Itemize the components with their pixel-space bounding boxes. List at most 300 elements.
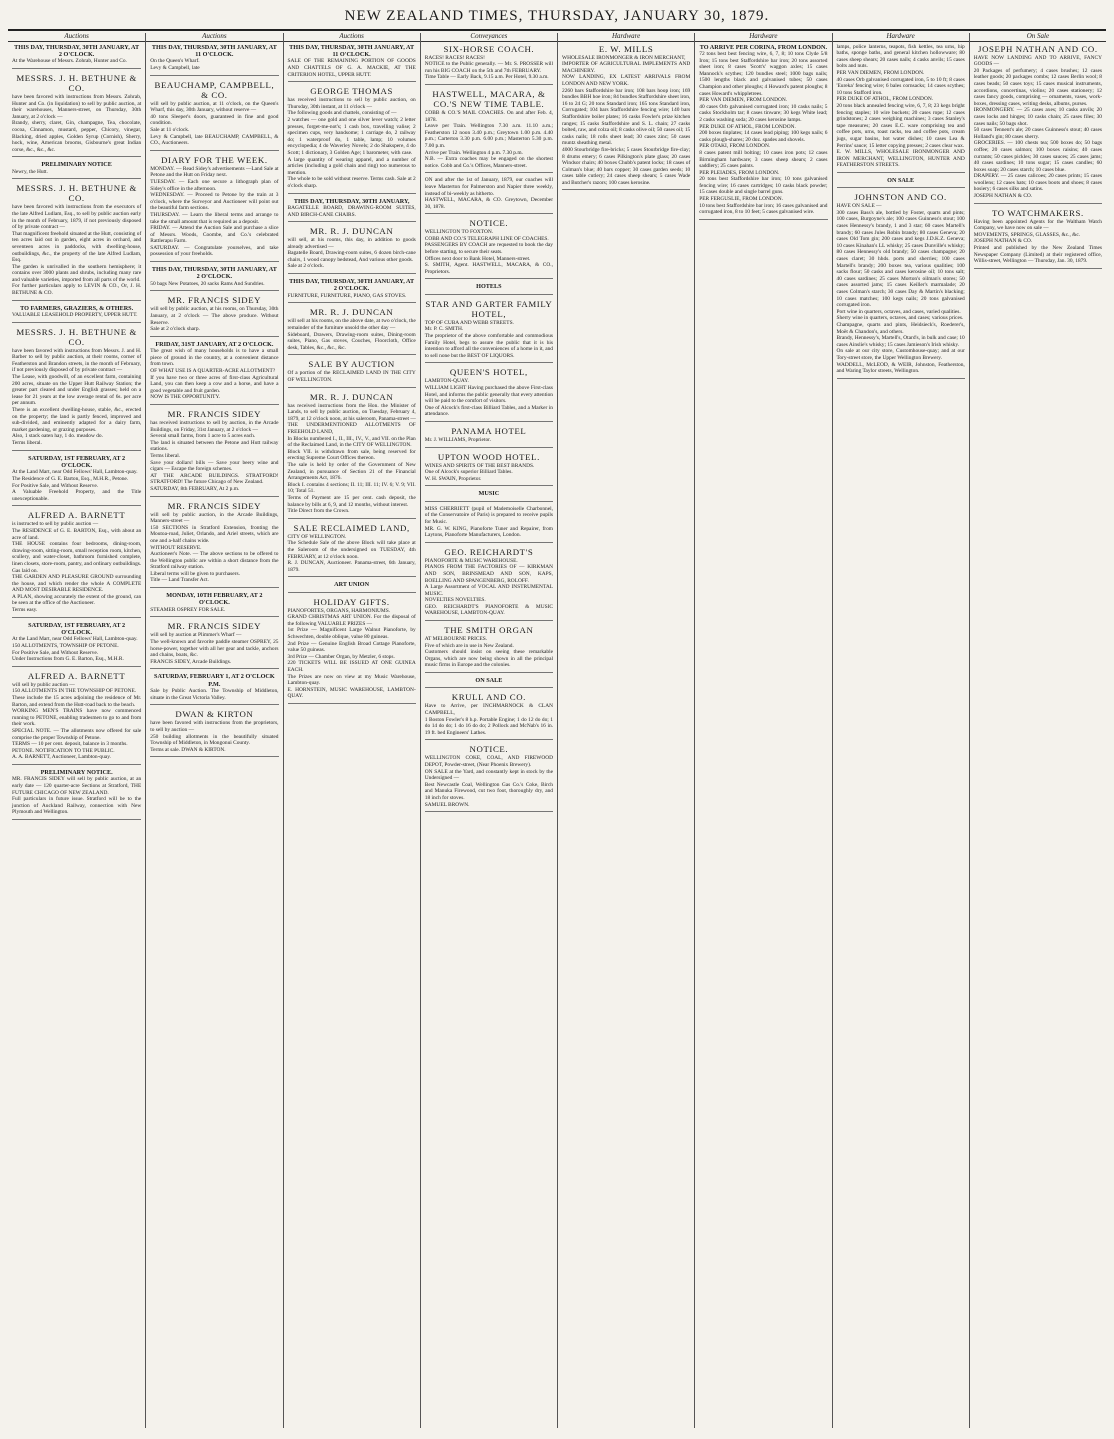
- ad-text: If you have two or three acres of first-class Agricultural Land, you can then keep a cow and a horse, and have a good vegetable and fruit garden.: [150, 374, 279, 394]
- ad-text: 150 ALLOTMENTS, TOWNSHIP OF PETONE.: [12, 643, 119, 650]
- advertisement: [425, 506, 553, 543]
- ad-text: The well-known and favorite paddle steamer OSPREY, 25 horse-power, together with all her gear and tackle, anchors and chains, boats, &c.: [150, 639, 279, 659]
- advertisement: [150, 621, 278, 669]
- column-8: [969, 33, 1106, 1428]
- advertisement: [150, 80, 278, 151]
- advertisement: [288, 278, 416, 303]
- ad-heading: ART UNION: [334, 581, 370, 589]
- ad-display-title: MESSRS. J. H. BETHUNE & CO.: [16, 326, 137, 347]
- ad-text: Bagatelle Board, Drawing-room suites, 6 dozen birch-cane chairs, 1 wood canopy bedstead, And various other goods.: [287, 250, 416, 263]
- ad-display-title: MESSRS. J. H. BETHUNE & CO.: [16, 183, 137, 204]
- advertisement: [425, 89, 553, 173]
- column-6: [694, 33, 831, 1428]
- ad-text: The Lease, with goodwill, of an excellent farm, containing 200 acres, situate on the Upper Hutt Railway Station; the greater part cleared and under English grasses; held on a lease for 21 years at the low average rental of 6s. per acre per annum.: [12, 374, 142, 407]
- ad-text: The following goods and chattels, consisting of —: [287, 110, 397, 117]
- ad-text: SATURDAY. — Congratulate yourselves, and take possession of your freeholds.: [150, 244, 279, 258]
- ad-text: Levy & Campbell, late: [150, 65, 200, 71]
- advertisement: [837, 177, 965, 188]
- ad-text: Newry, the Hutt.: [12, 168, 48, 175]
- ad-text: Levy & Campbell, late BEAUCHAMP, CAMPBELL, & CO., Auctioneers.: [150, 133, 279, 147]
- advertisement: [425, 44, 553, 85]
- advertisement: [12, 327, 141, 451]
- ad-text: WORKING MEN'S TRAINS have now commenced running to PETONE, enabling tradesmen to go to and from their work.: [12, 708, 142, 728]
- advertisement: [288, 359, 416, 387]
- ad-display-title: E. W. MILLS: [598, 43, 654, 54]
- ad-text: E. W. MILLS, WHOLESALE IRONMONGER AND IRON MERCHANT, WELLINGTON, HUNTER AND FEATHERSTON STREETS.: [836, 149, 965, 169]
- ad-display-title: BEAUCHAMP, CAMPBELL, & CO.: [154, 79, 275, 100]
- ad-text: Sideboard, Drawers, Drawing-room suites, Dining-room suites, Piano, Gas stoves, Couches, Floorcloth, Office desk, Tables, &c., &c., &c.: [287, 331, 416, 351]
- advertisement: [425, 283, 553, 294]
- ad-text: Terms at sale. DWAN & KIRTON.: [150, 746, 226, 753]
- ad-text: will sell, at his rooms, this day, in addition to goods already advertised —: [287, 237, 416, 250]
- ad-text: PETONE. NOTIFICATION TO THE PUBLIC.: [12, 747, 115, 754]
- advertisement: [425, 490, 553, 501]
- ad-display-title: NOTICE.: [469, 218, 509, 229]
- ad-display-title: GEO. REICHARDT'S: [444, 546, 534, 557]
- ad-text: 20 tons black annealed fencing wire, 6, 7, 8; 23 kegs bright fencing staples; 10 wire buckets; 20 cases rope; 12 cases grindstones; 2 cases weighing machines; 3 cases Stanley's tape measures; 20 cases E.C. ware comprising tea and coffee pots, urns, toast racks, tea and coffee pots, cream jugs, sugar basins, hot water dishes; 10 cases Lea & Perrins' sauce; 15 letter copying presses; 2 cases clear wax.: [836, 102, 965, 149]
- ad-display-title: JOSEPH NATHAN AND CO.: [978, 43, 1098, 54]
- advertisement: [425, 677, 553, 688]
- column-2: [145, 33, 282, 1428]
- ad-text: THE UNDERMENTIONED ALLOTMENTS OF FREEHOLD LAND,: [287, 422, 416, 435]
- advertisement: [974, 44, 1102, 204]
- ad-text: Terms liberal.: [12, 439, 42, 446]
- ad-text: ON and after the 1st of January, 1879, our coaches will leave Masterton for Palmerston and Napier three weekly, instead of bi-weekly as hitherto.: [424, 177, 553, 197]
- ad-text: At the Land Mart, near Odd Fellows' Hall, Lambton-quay.: [12, 469, 138, 476]
- ad-text: STEAMER OSPREY FOR SALE.: [150, 606, 226, 613]
- ad-text: Sherry wine in quarters, octaves, and cases; various prices.: [836, 315, 964, 322]
- advertisement: [425, 744, 553, 812]
- ad-text: SPECIAL NOTE. — The allotments now offered for sale comprise the proper Township of Petone.: [12, 728, 142, 741]
- ad-text: have been favored with instructions from the executors of the late Alfred Ludlam, Esq., to sell by public auction early in the month of February, 1879, if not previously disposed of by private contract —: [12, 204, 142, 231]
- advertisement: [425, 177, 553, 214]
- ad-display-title: DIARY FOR THE WEEK.: [161, 154, 268, 165]
- ad-display-title: SIX-HORSE COACH.: [443, 43, 535, 54]
- ad-text: has received instructions to sell by auction, in the Arcade Buildings, on Friday, 31st January, at 2 o'clock —: [150, 420, 279, 433]
- advertisement: [425, 452, 553, 487]
- ad-text: 20 tons best Staffordshire bar iron; 10 tons galvanised fencing wire; 16 cases cartridges; 10 casks black powder; 15 cases double and single barrel guns.: [699, 176, 828, 196]
- ad-text: Terms liberal.: [150, 452, 181, 459]
- ad-text: LAMBTON-QUAY.: [424, 378, 469, 385]
- advertisement: [562, 44, 690, 191]
- ad-text: W. H. SWAIN, Proprietor.: [424, 475, 482, 482]
- ad-text: Arrive per Train. Wellington 4 p.m. 7.30 p.m.: [424, 149, 523, 156]
- ad-text: WILLIAM LIGHT Having purchased the above First-class Hotel, and informs the public generally that every attention will be paid to the comfort of visitors.: [424, 385, 553, 405]
- ad-text: PER OTAKI, FROM LONDON.: [699, 143, 771, 150]
- ad-text: Title — Land Transfer Act.: [150, 577, 209, 584]
- ad-text: will sell by public auction, at 11 o'clock, on the Queen's Wharf, this day, 30th January, without reserve —: [150, 100, 279, 114]
- ad-text: THURSDAY. — Learn the liberal terms and arrange to take the small amount that is required as a deposit.: [150, 211, 279, 225]
- columns-grid: [8, 33, 1106, 1428]
- advertisement: [12, 510, 141, 617]
- ad-text: 200 boxes tinplates; 14 cases lead piping; 100 kegs nails; 6 casks plough-shares; 20 doz. spades and shovels.: [699, 130, 828, 143]
- ad-text: PIANOFORTE & MUSIC WAREHOUSE.: [424, 557, 518, 564]
- ad-display-title: PANAMA HOTEL: [451, 425, 527, 436]
- advertisement: [150, 266, 278, 291]
- ad-text: Having been appointed Agents for the Waltham Watch Company, we have now on sale —: [973, 218, 1102, 232]
- ad-text: COBB AND CO.'S TELEGRAPH LINE OF COACHES.: [424, 235, 549, 242]
- ad-text: 3rd Prize — Chamber Organ, by Metzler, 6 stops.: [287, 653, 395, 660]
- ad-text: For Positive Sale, and Without Reserve.: [12, 649, 99, 656]
- ad-text: One of Alcock's first-class Billiard Tables, and a Marker in attendance.: [424, 404, 553, 418]
- ad-text: is instructed to sell by public auction —: [12, 521, 99, 528]
- ad-display-title: NOTICE.: [469, 744, 509, 755]
- ad-text: 40 cases Orb galvanised corrugated iron, 5 to 10 ft; 8 cases 'Eureka' fencing wire; 6 bales cornsacks; 14 cases scythes; 10 tons Stafford iron.: [836, 76, 965, 96]
- ad-text: Time Table — Early Back, 9.15 a.m. Per Hotel, 9.30 a.m.: [424, 74, 549, 81]
- advertisement: [425, 625, 553, 673]
- ad-text: JOSEPH NATHAN & CO.: [973, 193, 1033, 200]
- ad-text: SAMUEL BROWN.: [424, 801, 470, 808]
- section-heading: Hardware: [695, 33, 831, 42]
- ad-text: 50 bags New Potatoes, 20 sacks Rams And Sundries.: [150, 280, 265, 287]
- ad-text: 300 cases Bass's ale, bottled by Foster, quarts and pints; 100 cases, Burgoyne's ale; 100 cases Guinness's stout; 100 cases Hennessy's brandy, 1 and 3 star; 60 cases Martell's brandy; 60 cases Jules Robin brandy; 80 cases Geneva; 20 cases Old Tom gin; 200 cases and kegs J.D.K.Z. Geneva; 10 cases Kinahan's LL whisky; 25 cases Dunville's whisky; 80 cases Hennessy's old brandy; 50 cases champagne; 20 cases claret; 30 hhds. ports and sherries; 100 cases Martell's brandy; 200 boxes tea, various qualities; 100 sacks flour; 50 casks and cases kerosine oil; 10 tons salt; 40 cases sardines; 25 cases Morton's oilman's stores; 50 cases assorted jams; 15 cases Keiller's marmalade; 20 cases Colman's starch; 30 cases Day & Martin's blacking; 10 cases matches; 100 kegs nails; 20 tons galvanised corrugated iron.: [836, 209, 965, 309]
- ad-text: 2260 bars Staffordshire bar iron; 108 bars hoop iron; 169 bundles BBH hoe iron; 84 bundles Staffordshire sheet iron, 16 to 24 G; 20 tons Standard iron; 165 tons Standard iron, Corrugated; 104 bars Staffordshire fencing wire; 140 bars Staffordshire boiler plates; 16 casks Fowler's prize kitchen ranges; 15 casks Staffordshire and S. L. chain; 27 casks bolted, raw, and colza oil; 8 casks olive oil; 50 cases oil; 15 casks nails; 18 rolls sheet lead; 30 cases zinc; 50 cases muntz sheathing metal.: [562, 87, 691, 147]
- ad-text: GROCERIES. — 100 chests tea; 500 boxes do; 50 bags coffee; 20 cases salmon; 100 boxes raisins; 40 cases currants; 50 cases pickles; 30 cases sauces; 25 cases jams; 40 cases sardines; 10 tons sugar; 15 cases candles; 60 boxes soap; 20 cases starch; 10 cases blue.: [973, 140, 1102, 173]
- ad-text: On sale at our city store, Customhouse-quay; and at our Tory-street store, the Upper Wellington Brewery.: [836, 348, 965, 361]
- ad-text: 50 cases Tennent's ale; 20 cases Guinness's stout; 40 cases Holland's gin; 80 cases sherry.: [973, 127, 1102, 140]
- ad-text: Liberal terms will be given to purchasers.: [150, 570, 240, 577]
- ad-text: The sale is held by order of the Government of New Zealand, in pursuance of Section 21 of the Financial Arrangements Act, 1876.: [287, 461, 416, 482]
- advertisement: [150, 592, 278, 617]
- ad-text: Brandy, Hennessy's, Martell's, Otard's, in bulk and case; 10 cases Ainslie's whisky; 15 cases Jamieson's Irish whisky.: [836, 335, 965, 348]
- ad-heading: SATURDAY, 1ST FEBRUARY, AT 2 O'CLOCK.: [28, 621, 126, 637]
- ad-text: 72 tons best best fencing wire, 6, 7, 8; 10 tons Clyde 5/8 Iron; 15 tons best Staffordshire bar iron; 20 tons assorted sheet iron; 8 cases 'Scott's' waggon axles; 15 cases Mannock's scythes; 120 bundles steel; 1000 bags nails; 1500 lengths black and galvanised tubes; 50 cases Champion and other ploughs; 4 Howard's patent ploughs; 8 cases Howard's whippletrees.: [699, 51, 828, 97]
- ad-text: A. A. BARNETT, Auctioneer, Lambton-quay.: [12, 754, 111, 761]
- ad-text: WELLINGTON TO FOXTON.: [424, 229, 494, 236]
- ad-text: TERMS — 10 per cent. deposit, balance in 3 months.: [12, 741, 128, 748]
- ad-text: have been favored with instructions from Messrs. Zohrab, Hunter and Co. (in liquidation) to sell by public auction, at their warehouses, Manners-street, on Thursday, 30th January, at 2 o'clock —: [12, 94, 142, 120]
- advertisement: [288, 523, 416, 578]
- ad-text: will sell by auction at Plimmer's Wharf —: [150, 632, 242, 639]
- ad-text: VALUABLE LEASEHOLD PROPERTY, UPPER HUTT.: [12, 312, 138, 319]
- ad-text: A Valuable Freehold Property, and the Title unexceptionable.: [12, 489, 142, 502]
- ad-display-title: MR. FRANCIS SIDEY: [167, 295, 262, 306]
- ad-display-title: HOLIDAY GIFTS.: [313, 596, 390, 607]
- ad-text: Sale at 2 o'clock.: [287, 263, 325, 270]
- ad-text: WELLINGTON COKE, COAL, AND FIREWOOD DEPOT, Powder-street, (Near Phoenix Brewery).: [424, 755, 553, 768]
- ad-heading: SATURDAY, 1ST FEBRUARY, AT 2 O'CLOCK.: [28, 454, 126, 469]
- ad-text: have been favored with instructions from Messrs. J. and H. Barber to sell by public auction, at their rooms, corner of Featherston and Brandon streets, in the month of February, if not previously disposed of by private contract —: [12, 347, 142, 374]
- advertisement: [150, 341, 278, 405]
- advertisement: [425, 426, 553, 448]
- ad-display-title: MR. FRANCIS SIDEY: [167, 409, 262, 419]
- ad-display-title: MR. R. J. DUNCAN: [309, 391, 394, 402]
- ad-text: Best Newcastle Coal, Wellington Gas Co.'s Coke, Birch and Manuka Firewood, cut two foot, thoroughly dry, and 18 inch for stoves.: [424, 781, 553, 801]
- advertisement: [150, 44, 278, 76]
- ad-text: 2nd Prize — Genuine English Broad Cottage Pianoforte, value 50 guineas.: [287, 640, 416, 654]
- advertisement: [288, 392, 416, 519]
- ad-display-title: ALFRED A. BARNETT: [27, 510, 126, 521]
- ad-text: NOTICE to the Public generally. — Mr. S. PROSSER will run his BIG COACH on the 5th and 7th FEBRUARY.: [424, 61, 553, 74]
- ad-heading: THIS DAY, THURSDAY, 30TH JANUARY,: [293, 197, 410, 205]
- ad-heading: MONDAY, 10TH FEBRUARY, AT 2 O'CLOCK.: [166, 592, 263, 607]
- column-4: [420, 33, 557, 1428]
- masthead-rule: [8, 29, 1106, 31]
- ad-text: At the Warehouse of Messrs. Zohrab, Hunter and Co.: [12, 58, 127, 65]
- ad-display-title: KRULL AND CO.: [451, 692, 526, 703]
- ad-display-title: STAR AND GARTER FAMILY HOTEL,: [425, 298, 553, 319]
- ad-heading: FRIDAY, 31ST JANUARY, AT 2 O'CLOCK.: [155, 340, 274, 348]
- ad-text: RACES! RACES! RACES!: [424, 54, 485, 61]
- advertisement: [288, 226, 416, 274]
- ad-text: Customers should insist on seeing these remarkable Organs, which are now being shown in all the principal music firms in Europe and the colonies.: [424, 649, 553, 669]
- ad-display-title: MR. R. J. DUNCAN: [309, 307, 394, 318]
- ad-text: The great wish of many households is to have a small piece of ground in the country, at a convenient distance from town.: [150, 348, 279, 368]
- ad-text: Brandy, sherry, claret, Gin, champagne, Tea, chocolate, cocoa, Cinnamon, mustard, pepper, Chicory, vinegar, Blacking, dried apples, Golden Syrup (Cornish), Sherry, hock, wine, American brooms, Gisbourne's great Indian corse, &c., &c., &c.: [12, 120, 142, 153]
- ad-text: PASSENGERS BY COACH are requested to book the day before starting, to secure their seats.: [424, 242, 553, 256]
- page-masthead: NEW ZEALAND TIMES, THURSDAY, JANUARY 30, 1879.: [344, 8, 770, 24]
- ad-text: Offices next door to Bank Hotel, Manners-street.: [424, 255, 531, 262]
- ad-text: Auctioneer's Note. — The above sections to be offered to the Wellington public are within a short distance from the Stratford railway station.: [150, 551, 279, 571]
- ad-display-title: SALE RECLAIMED LAND,: [293, 522, 410, 533]
- ad-text: Block I. contains 4 sections; II. 11; III. 11; IV. 6; V. 9; VII. 10; Total 51.: [287, 481, 416, 495]
- advertisement: [150, 673, 278, 705]
- ad-text: The garden is unrivalled in the southern hemisphere; it contains over 3000 plants and shrubs, including many rare and valuable varieties, imported from all parts of the world.: [12, 263, 142, 283]
- ad-text: THE HOUSE contains four bedrooms, dining-room, drawing-room, sitting-room, small reception room, kitchen, scullery, and water-closet, bathroom furnished complete, linen closets, store-room, pantry, and ordinary outbuildings. Gas laid on.: [12, 541, 142, 574]
- ad-text: has received instructions to sell by public auction, on Thursday, 30th instant, at 11 o'clock —: [287, 97, 416, 110]
- ad-text: PER VAN DIEMEN, FROM LONDON.: [836, 69, 925, 76]
- ad-text: will sell by public auction, in the Arcade Buildings, Manners-street —: [150, 511, 279, 525]
- ad-text: Mr. P. C. SMITH.: [424, 326, 464, 333]
- ad-text: The land is situated between the Petone and Hutt railway stations.: [150, 439, 279, 453]
- ad-text: Title Direct from the Crown.: [287, 508, 350, 515]
- ad-display-title: ALFRED A. BARNETT: [27, 670, 126, 681]
- advertisement: [12, 622, 141, 667]
- ad-display-title: DWAN & KIRTON: [175, 709, 254, 720]
- ad-text: In Blocks numbered I., II., III., IV., V., and VII. on the Plan of the Reclaimed Land, in the CITY OF WELLINGTON.: [287, 435, 416, 449]
- ad-heading: THIS DAY, THURSDAY, 30TH JANUARY, AT 2 O'CLOCK.: [151, 266, 277, 281]
- advertisement: [12, 455, 141, 507]
- column-5: [557, 33, 694, 1428]
- ad-text: have been favored with instructions from the proprietors, to sell by auction —: [150, 720, 279, 734]
- section-heading: Hardware: [558, 33, 694, 42]
- ad-display-title: TO WATCHMAKERS.: [991, 207, 1084, 218]
- ad-display-title: GEORGE THOMAS: [310, 86, 393, 97]
- ad-text: At the Land Mart, near Odd Fellows' Hall, Lambton-quay.: [12, 636, 138, 643]
- advertisement: [288, 198, 416, 223]
- advertisement: [425, 692, 553, 740]
- advertisement: [974, 208, 1102, 269]
- advertisement: [12, 305, 141, 323]
- ad-text: will sell by public auction —: [12, 681, 75, 688]
- ad-text: There is an excellent dwelling-house, stable, &c., erected on the property; the land is partly fenced, improved and sub-divided, and eminently adapted for a dairy farm, market gardening, or grazing purposes.: [12, 407, 142, 433]
- advertisement: [288, 86, 416, 193]
- ad-text: The Prizes are now on view at my Music Warehouse, Lambton-quay.: [287, 673, 416, 687]
- advertisement: [150, 295, 278, 336]
- column-7: [832, 33, 969, 1428]
- ad-text: WADDELL, McLEOD, & WEIR, Johnston, Featherston, and Waring Taylor streets, Wellington.: [836, 361, 965, 375]
- ad-text: The proprietor of the above comfortable and commodious Family Hotel, begs to assure the public that it is his intention to afford all the conveniences of a home in it, and to sell none but the BEST OF LIQUORS.: [424, 333, 553, 359]
- advertisement: [12, 44, 141, 69]
- ad-text: IMPORTER OF AGRICULTURAL IMPLEMENTS AND MACHINERY.: [562, 61, 691, 74]
- ad-text: MONDAY. — Read Sidey's advertisements —Land Sale at Petone and the Hutt on Friday next.: [150, 165, 279, 179]
- ad-text: PIANOFORTES, ORGANS, HARMONIUMS.: [287, 607, 391, 614]
- ad-text: PER DUKE OF ATHOL, FROM LONDON.: [836, 96, 934, 103]
- ad-text: 150 ALLOTMENTS IN THE TOWNSHIP OF PETONE.: [12, 688, 137, 695]
- ad-heading: ON SALE: [475, 677, 503, 685]
- advertisement: [150, 155, 278, 262]
- ad-heading: MUSIC: [478, 490, 500, 498]
- advertisement: [699, 44, 827, 220]
- ad-text: JOSEPH NATHAN & CO.: [973, 238, 1033, 245]
- advertisement: [425, 299, 553, 364]
- advertisement: [425, 218, 553, 279]
- ad-text: WEDNESDAY. — Proceed to Petone by the train at 3 o'clock, where the Surveyor and Auctioneer will point out the beautiful farm sections.: [150, 192, 279, 212]
- ad-text: SATURDAY, 8th FEBRUARY, At 2 p.m.: [150, 485, 240, 492]
- ad-text: 1 Boston Fowler's 8 h.p. Portable Engine; 1 do 12 do do; 1 do 14 do do; 1 do 16 do do; 2 Pollock and McNab's 16 in. 19 ft. bed Engineers' Lathes.: [424, 716, 553, 736]
- ad-text: 1st Prize — Magnificent Large Walnut Pianoforte, by Schwechten, double oblique, value 80 guineas.: [287, 627, 416, 641]
- advertisement: [288, 597, 416, 704]
- ad-text: S. SMITH, Agent. HASTWELL, MACARA, & CO., Proprietors.: [424, 262, 553, 275]
- advertisement: [150, 409, 278, 497]
- ad-text: PIANOS FROM THE FACTORIES OF — KIRKMAN AND SON, BRINSMEAD AND SON, KAPS, BOELLING AND SPANGENBERG, ROLOFF.: [424, 564, 553, 584]
- ad-text: For Positive Sale, and Without Reserve.: [12, 482, 99, 489]
- ad-heading: ON SALE: [887, 176, 915, 184]
- advertisement: [12, 183, 141, 300]
- ad-text: PER FERGUSLIE, FROM LONDON.: [699, 196, 783, 203]
- ad-text: Have to Arrive, per INCHMARNOCK & CLAN CAMPBELL,: [424, 703, 553, 717]
- ad-text: MR. FRANCIS SIDEY will sell by public auction, at an early date — 120 quarter-acre Sections at Stratford, THE FUTURE CHICAGO OF NEW ZEALAND.: [12, 776, 142, 796]
- ad-text: The Residence of G. E. Barton, Esq., M.H.R., Petone.: [12, 475, 129, 482]
- ad-text: MOVEMENTS, SPRINGS, GLASSES, &c., &c.: [973, 231, 1081, 238]
- ad-text: These include the 15 acres adjoining the residence of Mr. Barton, and extend from the Hutt-road back to the beach.: [12, 695, 142, 708]
- column-1: [8, 33, 145, 1428]
- ad-text: TOP OF CUBA AND WEBB STREETS.: [424, 319, 514, 326]
- ad-text: Also, 1 stack oaten hay, 1 do. meadow do.: [12, 433, 103, 440]
- ad-text: FRANCIS SIDEY, Arcade Buildings.: [150, 658, 232, 665]
- ad-text: AT MELBOURNE PRICES.: [424, 636, 488, 643]
- ad-text: 220 TICKETS WILL BE ISSUED AT ONE GUINEA EACH.: [287, 660, 416, 674]
- ad-text: Save your dollars! bills — Save your beery wine and cigars — Escape the foreign schemes.: [150, 459, 279, 473]
- ad-text: GRAND CHRISTMAS ART UNION. For the disposal of the following VALUABLE PRIZES —: [287, 614, 416, 627]
- ad-heading: PRELIMINARY NOTICE: [41, 161, 112, 169]
- ad-text: 20 Packages of perfumery; 4 cases brushes; 12 cases leather goods; 20 packages combs; 12 cases Berlin wool; 8 cases beads; 50 cases toys; 15 cases musical instruments, accordions, concertinas, violins; 20 cases stationery; 12 cases fancy goods, comprising — ornaments, vases, work-boxes, dressing cases, writing desks, albums, purses.: [973, 67, 1102, 107]
- ad-display-title: MESSRS. J. H. BETHUNE & CO.: [16, 73, 137, 93]
- ad-text: CITY OF WELLINGTON.: [287, 533, 347, 540]
- ad-text: Five of which are in use in New Zealand.: [424, 642, 514, 649]
- ad-text: Sale at 11 o'clock.: [150, 126, 190, 133]
- ad-text: TUESDAY. — Each one secure a lithograph plan of Sidey's office in the afternoon.: [150, 178, 279, 192]
- ad-heading: HOTELS: [476, 283, 502, 291]
- advertisement: [425, 367, 553, 422]
- ad-text: WINES AND SPIRITS OF THE BEST BRANDS.: [424, 462, 535, 469]
- ad-text: HAVE ON SALE —: [836, 203, 882, 210]
- ad-text: A PLAN, showing accurately the extent of the ground, can be seen at the office of the Auctioneer.: [12, 593, 142, 607]
- advertisement: [837, 44, 965, 173]
- ad-text: R. J. DUNCAN, Auctioneer. Panama-street, 6th January, 1879.: [287, 560, 416, 573]
- ad-text: DRAPERY. — 25 cases calicoes; 20 cases prints; 15 cases woollens; 12 cases hats; 10 cases boots and shoes; 8 cases hosiery; 6 cases silks and satins.: [973, 173, 1102, 193]
- ad-text: ON SALE at the Yard, and constantly kept in stock by the Undersigned —: [424, 768, 553, 782]
- ad-text: 8 cases patent mill bolting; 10 cases iron pots; 12 cases Birmingham hardware; 3 cases sheep shears; 2 cases saddlery; 25 cases paints.: [699, 149, 828, 170]
- advertisement: [425, 547, 553, 621]
- section-heading: Conveyances: [421, 33, 557, 42]
- ad-text: On the Queen's Wharf.: [150, 58, 200, 65]
- ad-text: Terms easy.: [12, 607, 38, 614]
- ad-text: Port wine in quarters, octaves, and cases, varied qualities.: [836, 308, 961, 315]
- ad-display-title: THE SMITH ORGAN: [444, 625, 534, 636]
- ad-text: SALE OF THE REMAINING PORTION OF GOODS AND CHATTELS OF G. A. MACKIE, AT THE CRITERION HOTEL, UPPER HUTT.: [287, 58, 416, 78]
- advertisement: [150, 501, 278, 589]
- ad-text: will sell by public auction, at his rooms, on Thursday, 30th January, at 2 o'clock — The above produce. Without Reserve.: [150, 306, 279, 326]
- ad-display-title: SALE BY AUCTION: [308, 359, 395, 370]
- ad-text: FRIDAY. — Attend the Auction Sale and purchase a slice of Messrs. Woods, Coombe, and Co.'s celebrated Rattlerapu Farm.: [150, 225, 279, 245]
- ad-text: lamps, police lanterns, teapots, fish kettles, tea urns, hip baths, sponge baths, and general kitchen hollowware; 80 cases sheep shears; 20 cases nails; 4 casks anvils; 15 cases bolts and nuts.: [836, 43, 965, 70]
- advertisement: [150, 709, 278, 757]
- ad-text: WHOLESALE IRONMONGER & IRON MERCHANT,: [562, 54, 686, 61]
- ad-text: IRONMONGERY. — 25 cases axes; 10 casks anvils; 20 cases locks and hinges; 10 casks chain; 25 cases files; 30 cases nails; 50 bags shot.: [973, 107, 1102, 127]
- ad-text: E. HORNSTEIN, MUSIC WAREHOUSE, LAMBTON-QUAY.: [287, 686, 416, 700]
- advertisement: [12, 161, 141, 179]
- ad-text: Champagne, quarts and pints, Heidsieck's, Roederer's, Moët & Chandon's, and others.: [836, 321, 965, 335]
- ad-text: A Large Assortment of VOCAL AND INSTRUMENTAL MUSIC.: [424, 584, 553, 597]
- ad-text: 40 tons Sleeper's doors, guaranteed in fine and good condition.: [150, 113, 279, 127]
- ad-display-title: MR. R. J. DUNCAN: [309, 226, 394, 237]
- ad-heading: THIS DAY, THURSDAY, 30TH JANUARY, AT 2 O'CLOCK.: [14, 43, 140, 58]
- ad-heading: TO FARMERS, GRAZIERS, & OTHERS.: [20, 304, 134, 312]
- ad-text: AT THE ARCADE BUILDINGS. STRATFORD! STRATFORD! The future Chicago of New Zealand.: [150, 472, 279, 486]
- ad-text: 2 watches — one gold and one silver lever watch; 2 letter presses, forget-me-not's; 1 cash box, travelling valise; 2 specimen cups, very handsome; 1 carriage do, 2 railway do; 1 waterproof do, 1 table, lamp; 10 volumes encyclopedia; 4 do Waverley Novels; 2 do Shakspere, 4 do Scott; 1 dictionary, 3 Golden Age; 1 barometer, with case.: [287, 116, 416, 156]
- ad-text: HASTWELL, MACARA, & CO. Greytown, December 30, 1878.: [424, 197, 553, 210]
- advertisement: [12, 769, 141, 820]
- ad-text: 10 tons best Staffordshire bar iron; 16 cases galvanised and corrugated iron, 8 to 10 feet; 5 cases galvanised wire.: [699, 202, 828, 216]
- ad-text: GEO. REICHARDT'S PIANOFORTE & MUSIC WAREHOUSE, LAMBTON-QUAY.: [424, 603, 553, 617]
- ad-heading: THIS DAY, THURSDAY, 30TH JANUARY, AT 11 O'CLOCK.: [289, 43, 415, 58]
- section-heading: Auctions: [8, 33, 145, 42]
- ad-text: FURNITURE, FURNITURE, PIANO, GAS STOVES.: [287, 292, 407, 299]
- ad-text: THE GARDEN AND PLEASURE GROUND surrounding the house, and which render the whole A COMPLETE AND MOST DESIRABLE RESIDENCE.: [12, 574, 142, 594]
- ad-text: Block VII. is withdrawn from sale, being reserved for erecting Supreme Court Offices thereon.: [287, 448, 416, 462]
- ad-text: The Schedule Sale of the above Block will take place at the Saleroom of the undersigned on TUESDAY, 4th FEBRUARY, at 12 o'clock noon.: [287, 540, 416, 560]
- ad-text: For further particulars apply to LEVIN & CO., Or, J. H. BETHUNE & CO.: [12, 283, 142, 297]
- ad-text: 40 cases Orb galvanised corrugated iron; 10 casks nails; 5 casks Stockholm tar; 8 cases tinware; 30 kegs White lead; 2 casks washing soda; 20 cases kerosine lamps.: [699, 103, 828, 123]
- ad-text: will sell at his rooms, on the above date, at two o'clock, the remainder of the furniture unsold the other day —: [287, 318, 416, 332]
- ad-text: has received instructions from the Hon. the Minister of Lands, to sell by public auction, on Tuesday, February 4, 1879, at 12 o'clock noon, at his saleroom, Panama-street —: [287, 402, 416, 422]
- section-heading: Hardware: [833, 33, 969, 42]
- ad-display-title: HASTWELL, MACARA, & CO.'S NEW TIME TABLE.: [432, 88, 546, 109]
- ad-heading: TO ARRIVE PER CORINA, FROM LONDON.: [699, 43, 827, 51]
- ad-heading: PRELIMINARY NOTICE.: [40, 768, 113, 776]
- ad-display-title: QUEEN'S HOTEL,: [449, 367, 528, 378]
- ad-heading: THIS DAY, THURSDAY, 30TH JANUARY, AT 11 O'CLOCK.: [151, 43, 277, 58]
- ad-text: PER PLEIADES, FROM LONDON.: [699, 169, 780, 176]
- ad-display-title: MR. FRANCIS SIDEY: [167, 500, 262, 511]
- ad-text: Several small farms, from 1 acre to 5 acres each.: [150, 433, 256, 440]
- ad-text: Under Instructions from G. E. Barton, Esq., M.H.R.: [12, 656, 124, 663]
- ad-text: OF WHAT USE IS A QUARTER-ACRE ALLOTMENT?: [150, 368, 276, 375]
- section-heading: Auctions: [146, 33, 282, 42]
- ad-text: That magnificent freehold situated at the Hutt, consisting of ten acres laid out in garden, eight acres in orchard, and seventeen acres in paddocks, with dwelling-house, outbuildings, &c., the property of the late Alfred Ludlam, Esq.: [12, 230, 142, 264]
- ad-text: The RESIDENCE of G. E. BARTON, Esq., with about an acre of land.: [12, 527, 142, 541]
- ad-text: 4000 Stourbridge fire-bricks; 5 cases Stourbridge fire-clay; 8 drums emery; 6 cases Pilkington's plate glass; 20 cases Windsor chairs; 40 boxes Chubb's patent locks; 18 cases of Colman's blue; 40 bars copper; 30 cases garden seeds; 10 cases table cutlery; 24 cases sheep shears; 5 cases Wade and Butcher's razors; 100 cases kerosine.: [562, 146, 691, 186]
- ad-text: NOW IS THE OPPORTUNITY.: [150, 394, 221, 401]
- ad-text: PER DUKE OF ATHOL, FROM LONDON.: [699, 123, 796, 130]
- ad-text: BAGATELLE BOARD, DRAWING-ROOM SUITES, AND BIRCH-CANE CHAIRS.: [287, 204, 416, 218]
- ad-text: 150 SECTIONS in Stratford Extension, fronting the Moutoa-road, Juliet, Orlando, and Ariel streets, which are one and a-half chains wide.: [150, 524, 279, 544]
- advertisement: [288, 581, 416, 592]
- ad-display-title: JOHNSTON AND CO.: [854, 192, 947, 203]
- advertisement: [837, 192, 965, 378]
- section-heading: Auctions: [284, 33, 420, 42]
- ad-text: One of Alcock's superior Billiard Tables.: [424, 469, 513, 476]
- ad-text: A large quantity of wearing apparel, and a number of articles (including a gold chain and ring) too numerous to mention.: [287, 156, 416, 176]
- ad-text: MISS CHERRIETT (pupil of Mademoiselle Charbonnel, of the Conservatoire of Paris) is prepared to receive pupils for Music.: [424, 505, 553, 525]
- ad-text: MR. G. W. KING, Pianoforte Tuner and Repairer, from Laytons, Pianoforte Manufacturers, London.: [424, 525, 553, 539]
- ad-text: Sale at 2 o'clock sharp.: [150, 326, 200, 333]
- advertisement: [12, 73, 141, 157]
- ad-text: NOVELTIES NOVELTIES.: [424, 597, 486, 604]
- ad-text: 250 building allotments in the beautifully situated Township of Middleton, in Mongonui County.: [150, 733, 279, 747]
- ad-text: NOW LANDING, EX LATEST ARRIVALS FROM LONDON AND NEW YORK.: [562, 74, 691, 87]
